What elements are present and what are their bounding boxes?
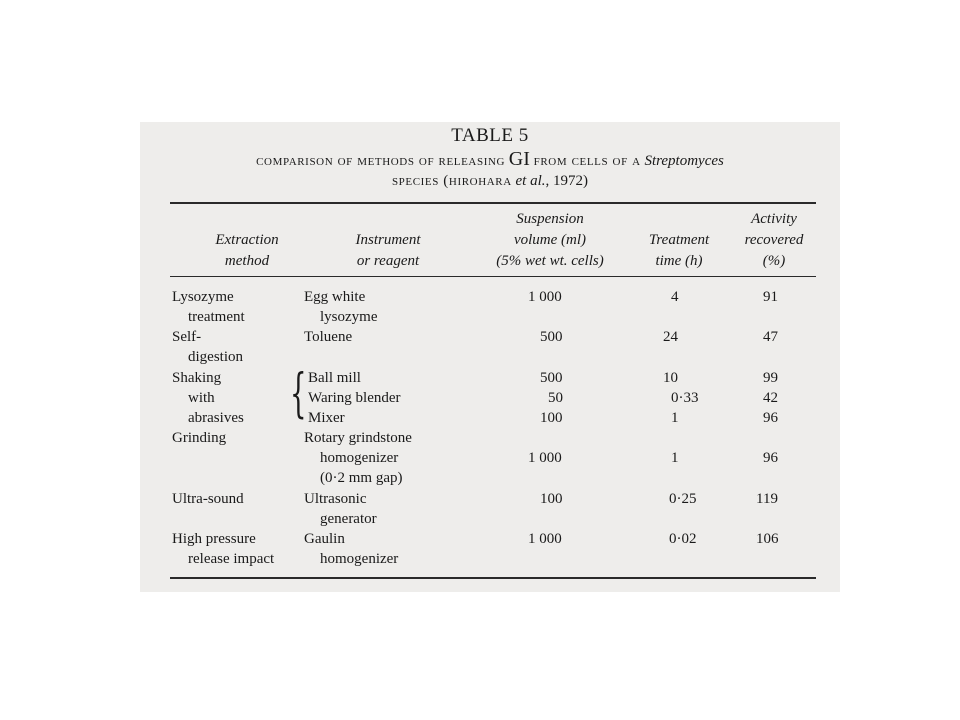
volume-cell: 50 <box>548 390 563 406</box>
header-line: Treatment <box>648 232 710 248</box>
instrument-cell: Waring blender <box>308 390 401 406</box>
instrument-cell: Rotary grindstone <box>304 430 412 446</box>
header-line: (%) <box>762 253 786 269</box>
time-cell: 0·33 <box>671 390 699 406</box>
caption-text: species ( <box>391 173 449 189</box>
instrument-cell: lysozyme <box>320 309 378 325</box>
method-cell: with <box>188 390 215 406</box>
volume-cell: 500 <box>540 370 563 386</box>
table-title: TABLE 5 <box>451 125 529 146</box>
brace-symbol: { <box>290 364 307 424</box>
activity-cell: 91 <box>763 289 778 305</box>
method-cell: Self- <box>172 329 202 345</box>
volume-cell: 500 <box>540 329 563 345</box>
caption-species: Streptomyces <box>644 153 724 169</box>
header-line: Activity <box>751 211 797 227</box>
instrument-cell: Gaulin <box>304 531 345 547</box>
table-header-rule <box>170 276 816 277</box>
instrument-cell: generator <box>320 511 377 527</box>
volume-cell: 1 000 <box>528 289 562 305</box>
header-line: or reagent <box>356 253 420 269</box>
instrument-cell: homogenizer <box>320 450 399 466</box>
document-page <box>140 122 840 592</box>
activity-cell: 99 <box>763 370 778 386</box>
method-cell: Ultra-sound <box>172 491 244 507</box>
caption-text: comparison of methods of releasing <box>256 153 506 169</box>
method-cell: Shaking <box>172 370 222 386</box>
header-activity-recovered <box>732 209 816 272</box>
header-treatment-time <box>634 230 724 272</box>
time-cell: 10 <box>663 370 678 386</box>
time-cell: 24 <box>663 329 678 345</box>
volume-cell: 1 000 <box>528 531 562 547</box>
table-top-rule <box>170 202 816 204</box>
table-bottom-rule <box>170 577 816 579</box>
activity-cell: 119 <box>756 491 778 507</box>
header-suspension-volume <box>470 209 630 272</box>
volume-cell: 100 <box>540 491 563 507</box>
activity-cell: 42 <box>763 390 778 406</box>
method-cell: treatment <box>188 309 245 325</box>
header-instrument <box>326 230 450 272</box>
instrument-cell: Egg white <box>304 289 366 305</box>
table-caption-line-2 <box>140 170 840 192</box>
caption-text: from cells of a <box>533 153 641 169</box>
method-cell: High pressure <box>172 531 256 547</box>
header-extraction-method <box>182 230 312 272</box>
header-line: (5% wet wt. cells) <box>496 253 604 269</box>
activity-cell: 96 <box>763 450 778 466</box>
caption-year: , 1972) <box>545 173 589 189</box>
method-cell: abrasives <box>188 410 244 426</box>
instrument-cell: homogenizer <box>320 551 399 567</box>
volume-cell: 1 000 <box>528 450 562 466</box>
table-caption-line-1 <box>140 148 840 172</box>
volume-cell: 100 <box>540 410 563 426</box>
method-cell: Grinding <box>172 430 227 446</box>
header-line: time (h) <box>655 253 703 269</box>
header-line: Extraction <box>215 232 279 248</box>
instrument-cell: Ball mill <box>308 370 361 386</box>
time-cell: 4 <box>671 289 679 305</box>
activity-cell: 106 <box>756 531 779 547</box>
activity-cell: 47 <box>763 329 778 345</box>
activity-cell: 96 <box>763 410 778 426</box>
header-line: Suspension <box>516 211 584 227</box>
caption-author: hirohara <box>448 173 512 189</box>
method-cell: Lysozyme <box>172 289 234 305</box>
instrument-cell: (0·2 mm gap) <box>320 470 403 486</box>
time-cell: 1 <box>671 410 679 426</box>
time-cell: 0·25 <box>669 491 697 507</box>
method-cell: digestion <box>188 349 243 365</box>
instrument-cell: Mixer <box>308 410 345 426</box>
header-line: volume (ml) <box>513 232 587 248</box>
caption-gi: GI <box>508 148 530 170</box>
header-line: Instrument <box>355 232 421 248</box>
instrument-cell: Ultrasonic <box>304 491 367 507</box>
time-cell: 0·02 <box>669 531 697 547</box>
header-line: recovered <box>744 232 804 248</box>
caption-etal: et al. <box>515 173 546 189</box>
time-cell: 1 <box>671 450 679 466</box>
header-line: method <box>224 253 270 269</box>
instrument-cell: Toluene <box>304 329 353 345</box>
method-cell: release impact <box>188 551 275 567</box>
